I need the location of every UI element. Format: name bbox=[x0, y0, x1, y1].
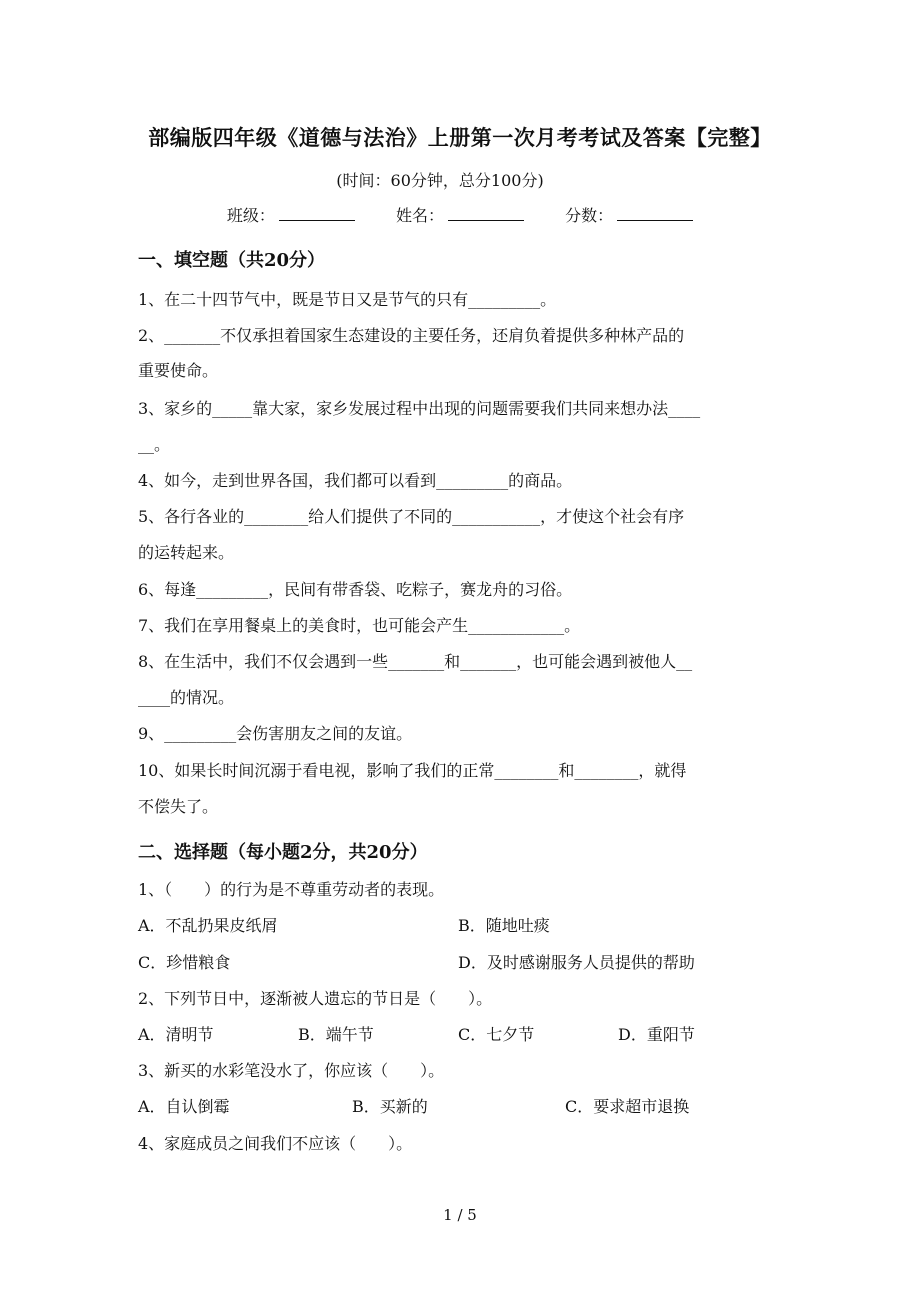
fill-question-line: 5、各行各业的________给人们提供了不同的___________，才使这个社会有序 bbox=[138, 507, 685, 526]
fill-question-line: __。 bbox=[138, 435, 171, 454]
fill-question-line: 3、家乡的_____靠大家，家乡发展过程中出现的问题需要我们共同来想办法____ bbox=[138, 399, 701, 418]
page-number: 1 / 5 bbox=[443, 1206, 477, 1224]
choice-question-4: 4、家庭成员之间我们不应该（ ）。 bbox=[138, 1134, 413, 1153]
score-field bbox=[565, 206, 693, 225]
class-blank[interactable] bbox=[279, 206, 355, 221]
q1-option-c[interactable]: C．珍惜粮食 bbox=[138, 953, 231, 972]
section-heading-fill-blank: 一、填空题（共20分） bbox=[138, 250, 326, 271]
fill-question-line: 7、我们在享用餐桌上的美食时，也可能会产生____________。 bbox=[138, 616, 581, 635]
q2-option-c[interactable]: C．七夕节 bbox=[458, 1025, 535, 1044]
name-label: 姓名： bbox=[395, 206, 444, 225]
q3-option-b[interactable]: B．买新的 bbox=[352, 1097, 428, 1116]
q1-option-a[interactable]: A．不乱扔果皮纸屑 bbox=[138, 916, 278, 935]
class-label: 班级： bbox=[226, 206, 275, 225]
exam-time-info: (时间：60分钟，总分100分) bbox=[336, 171, 544, 190]
choice-question-2: 2、下列节日中，逐渐被人遗忘的节日是（ ）。 bbox=[138, 989, 493, 1008]
exam-title: 部编版四年级《道德与法治》上册第一次月考考试及答案【完整】 bbox=[148, 125, 772, 150]
choice-question-1: 1、（ ）的行为是不尊重劳动者的表现。 bbox=[138, 880, 445, 899]
name-blank[interactable] bbox=[448, 206, 524, 221]
fill-question-line: 8、在生活中，我们不仅会遇到一些_______和_______，也可能会遇到被他人__ bbox=[138, 652, 693, 671]
q2-option-d[interactable]: D．重阳节 bbox=[618, 1025, 695, 1044]
class-field bbox=[227, 206, 355, 225]
q1-option-d[interactable]: D．及时感谢服务人员提供的帮助 bbox=[458, 953, 695, 972]
fill-question-line: 1、在二十四节气中，既是节日又是节气的只有_________。 bbox=[138, 290, 557, 309]
score-blank[interactable] bbox=[617, 206, 693, 221]
score-label: 分数： bbox=[565, 206, 614, 225]
fill-question-line: 6、每逢_________，民间有带香袋、吃粽子，赛龙舟的习俗。 bbox=[138, 580, 573, 599]
student-info-row bbox=[0, 203, 920, 226]
fill-question-line: 2、_______不仅承担着国家生态建设的主要任务，还肩负着提供多种林产品的 bbox=[138, 326, 685, 345]
section-heading-choice: 二、选择题（每小题2分，共20分） bbox=[138, 842, 428, 863]
q3-option-c[interactable]: C．要求超市退换 bbox=[565, 1097, 690, 1116]
name-field bbox=[396, 206, 524, 225]
fill-question-line: 不偿失了。 bbox=[138, 797, 219, 816]
choice-question-3: 3、新买的水彩笔没水了，你应该（ ）。 bbox=[138, 1061, 445, 1080]
fill-question-line: 9、_________会伤害朋友之间的友谊。 bbox=[138, 724, 413, 743]
q1-option-b[interactable]: B．随地吐痰 bbox=[458, 916, 550, 935]
fill-question-line: 4、如今，走到世界各国，我们都可以看到_________的商品。 bbox=[138, 471, 573, 490]
fill-question-line: 重要使命。 bbox=[138, 361, 219, 380]
fill-question-line: 的运转起来。 bbox=[138, 543, 235, 562]
q3-option-a[interactable]: A．自认倒霉 bbox=[138, 1097, 230, 1116]
q2-option-b[interactable]: B．端午节 bbox=[298, 1025, 374, 1044]
fill-question-line: 10、如果长时间沉溺于看电视，影响了我们的正常________和________，就得 bbox=[138, 761, 687, 780]
q2-option-a[interactable]: A．清明节 bbox=[138, 1025, 214, 1044]
fill-question-line: ____的情况。 bbox=[138, 688, 235, 707]
